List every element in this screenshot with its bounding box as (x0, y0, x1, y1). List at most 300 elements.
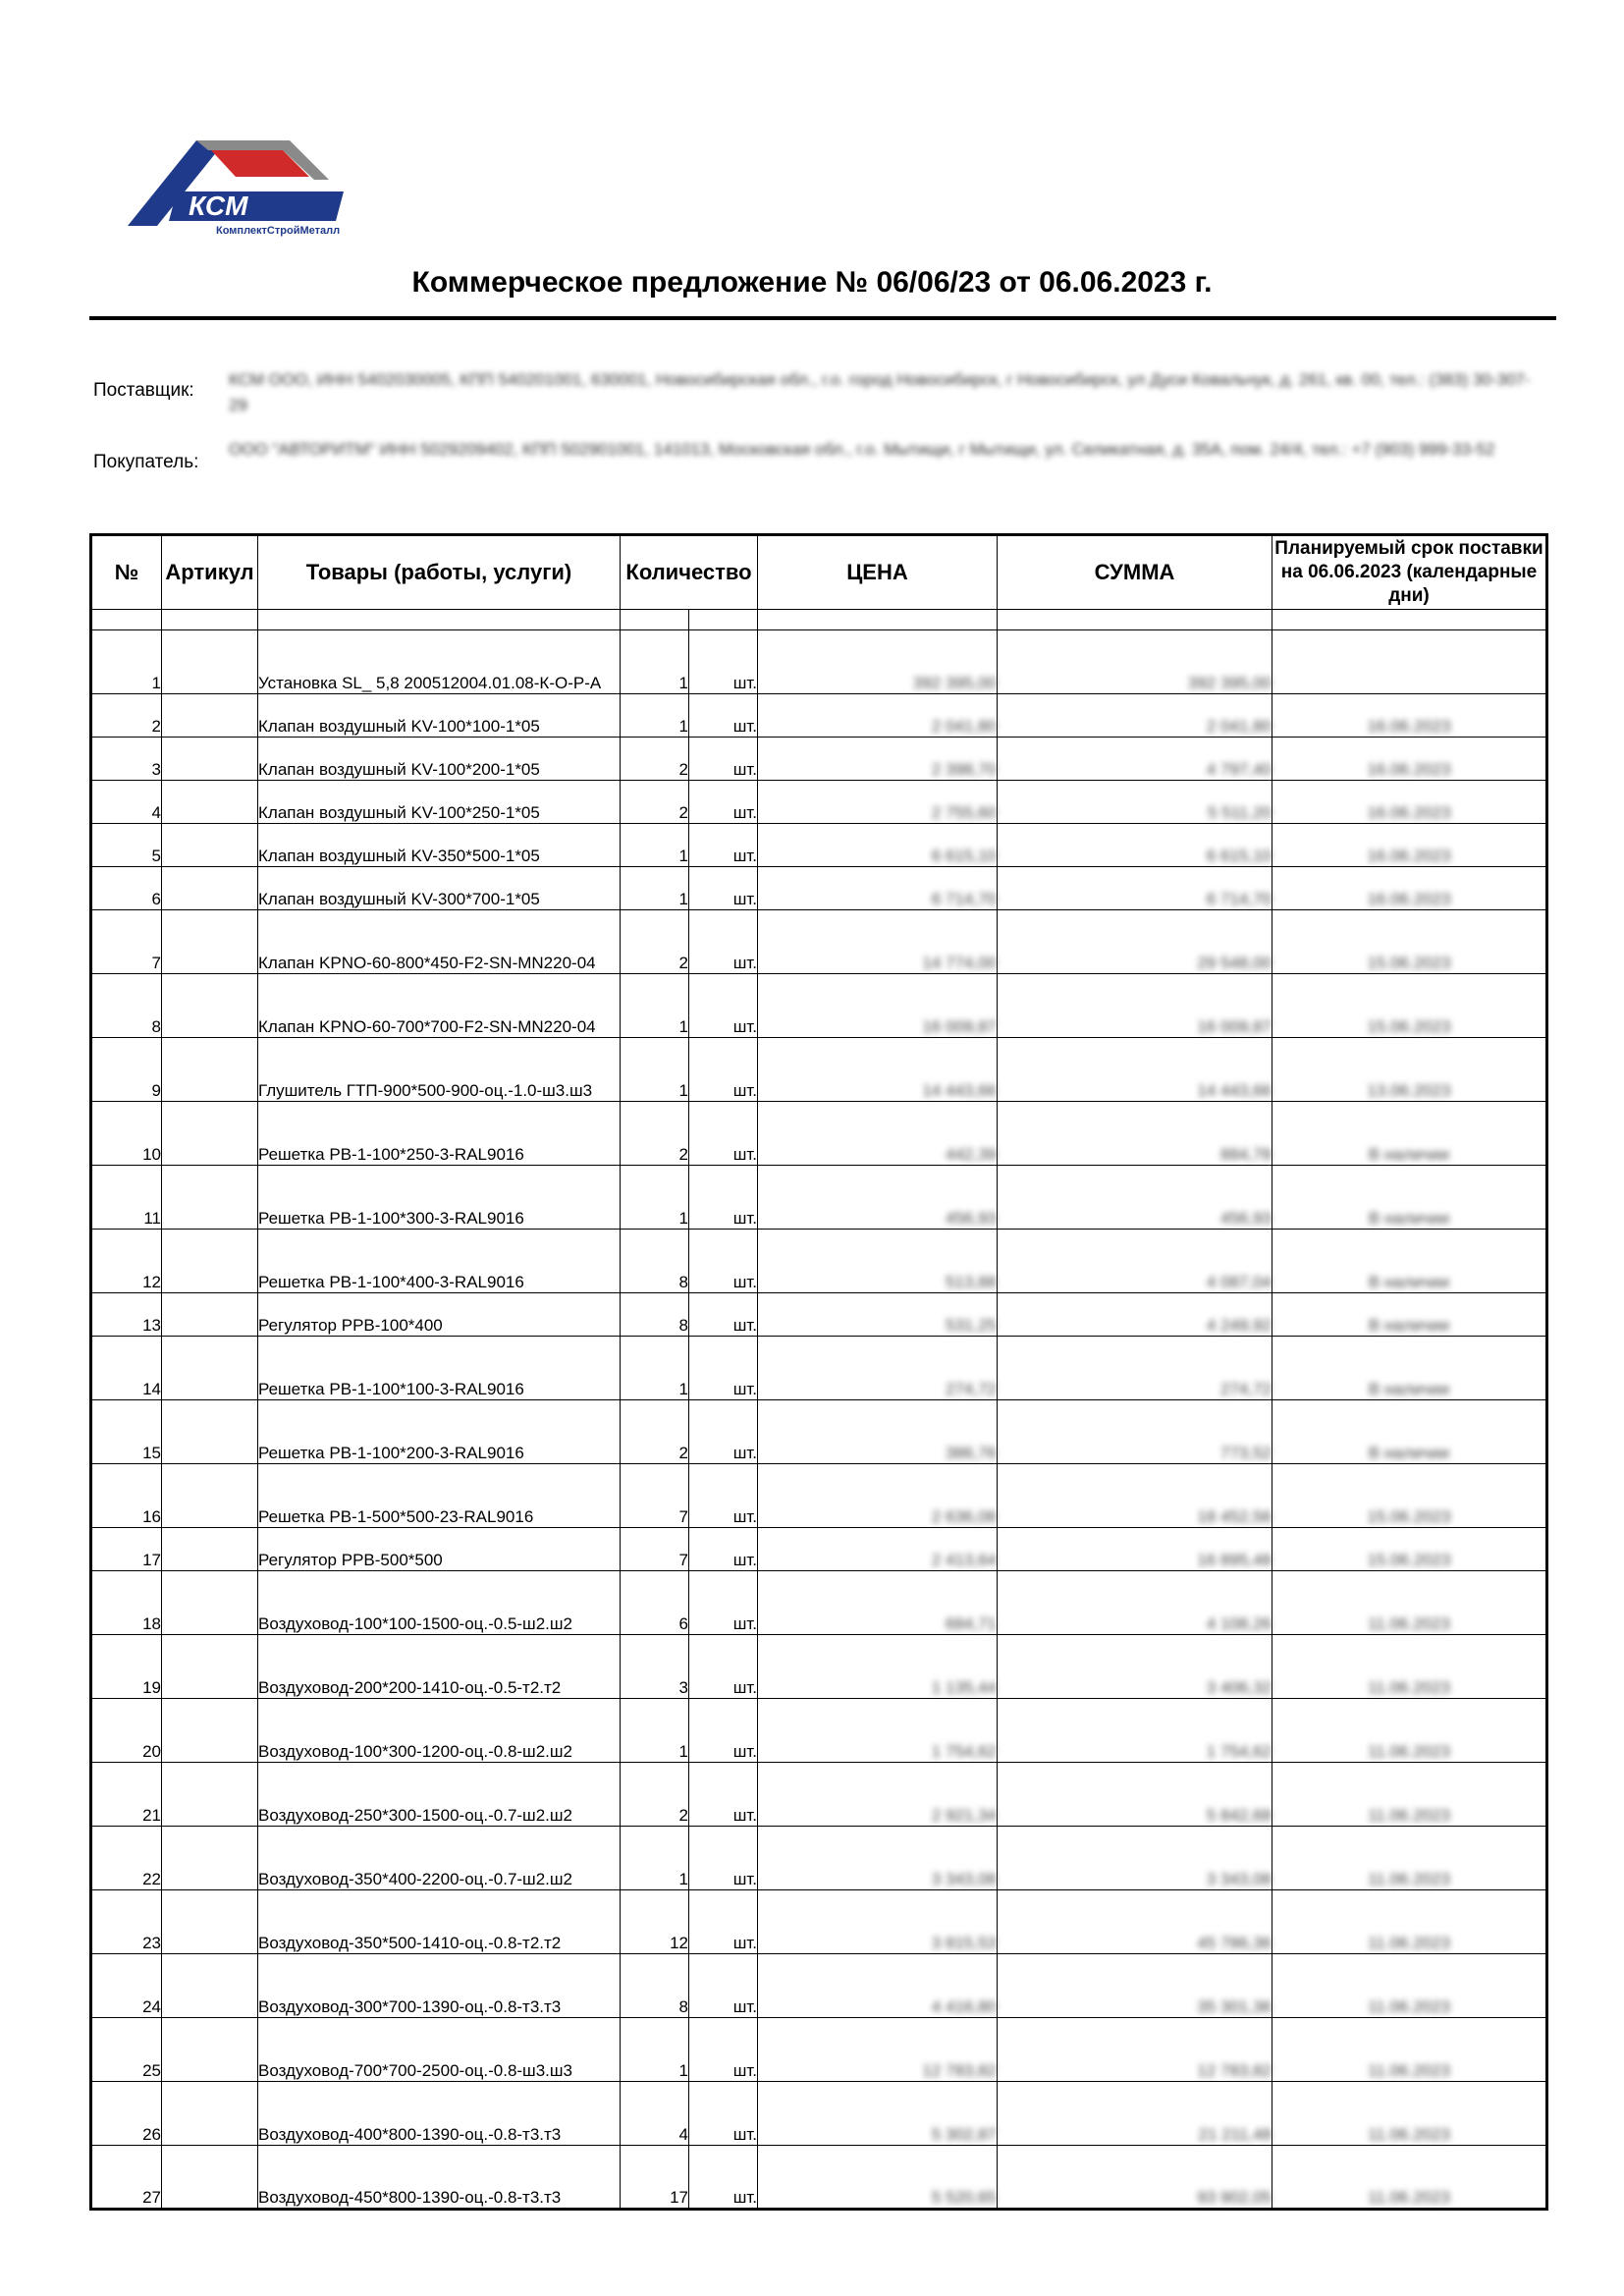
row-price (758, 630, 998, 694)
row-delivery-term (1272, 1464, 1547, 1528)
row-price-value: 6 615,10 (931, 847, 997, 865)
row-number: 26 (91, 2082, 162, 2146)
row-goods-name: Воздуховод-250*300-1500-оц.-0.7-ш2.ш2 (258, 1763, 621, 1827)
supplier-label: Поставщик: (93, 380, 194, 401)
row-price-value: 2 041,80 (931, 717, 997, 736)
row-number: 5 (91, 824, 162, 867)
row-price (758, 738, 998, 781)
row-price-value: 274,72 (946, 1380, 997, 1398)
row-sum-value: 4 108,26 (1206, 1614, 1272, 1633)
row-sum (998, 1528, 1272, 1571)
row-sum-value: 14 443,66 (1197, 1081, 1272, 1100)
table-row (91, 1337, 1547, 1400)
row-article (162, 1954, 258, 2018)
header-price: ЦЕНА (758, 535, 998, 610)
row-article (162, 910, 258, 974)
row-sum (998, 1464, 1272, 1528)
row-number: 20 (91, 1699, 162, 1763)
row-price-value: 392 395,00 (912, 674, 997, 692)
row-number: 27 (91, 2146, 162, 2210)
table-row (91, 1635, 1547, 1699)
row-number: 6 (91, 867, 162, 910)
row-article (162, 1038, 258, 1102)
row-unit: шт. (689, 2082, 758, 2146)
row-quantity: 1 (621, 867, 689, 910)
row-delivery-term-value: В наличии (1368, 1444, 1450, 1462)
row-price (758, 1102, 998, 1166)
row-sum-value: 274,72 (1220, 1380, 1272, 1398)
row-sum (998, 1400, 1272, 1464)
row-price (758, 2146, 998, 2210)
row-quantity: 8 (621, 1293, 689, 1337)
row-price (758, 1699, 998, 1763)
row-quantity: 6 (621, 1571, 689, 1635)
row-delivery-term (1272, 910, 1547, 974)
row-number: 7 (91, 910, 162, 974)
header-article: Артикул (162, 535, 258, 610)
row-unit: шт. (689, 1635, 758, 1699)
row-article (162, 1763, 258, 1827)
row-quantity: 2 (621, 910, 689, 974)
row-number: 24 (91, 1954, 162, 2018)
row-unit: шт. (689, 1166, 758, 1230)
row-delivery-term (1272, 1038, 1547, 1102)
row-sum (998, 1337, 1272, 1400)
row-goods-name: Решетка РВ-1-100*300-3-RAL9016 (258, 1166, 621, 1230)
row-goods-name: Воздуховод-100*300-1200-оц.-0.8-ш2.ш2 (258, 1699, 621, 1763)
row-price-value: 5 520,65 (931, 2188, 997, 2207)
row-sum-value: 4 087,04 (1206, 1273, 1272, 1291)
row-delivery-term (1272, 1699, 1547, 1763)
row-price (758, 1763, 998, 1827)
row-price-value: 5 302,87 (931, 2125, 997, 2144)
row-delivery-term-value: 16.06.2023 (1367, 890, 1451, 908)
row-number: 18 (91, 1571, 162, 1635)
row-article (162, 1230, 258, 1293)
row-goods-name: Воздуховод-350*400-2200-оц.-0.7-ш2.ш2 (258, 1827, 621, 1890)
row-unit: шт. (689, 1400, 758, 1464)
row-quantity: 1 (621, 974, 689, 1038)
row-delivery-term (1272, 2146, 1547, 2210)
row-sum-value: 884,78 (1220, 1145, 1272, 1164)
row-delivery-term-value: 11.06.2023 (1368, 1997, 1450, 2016)
row-price (758, 1166, 998, 1230)
table-body (91, 630, 1547, 2210)
table-row (91, 867, 1547, 910)
row-article (162, 1528, 258, 1571)
header-term: Планируемый срок поставки на 06.06.2023 (календарные дни) (1272, 535, 1547, 610)
row-sum-value: 6 615,10 (1206, 847, 1272, 865)
row-number: 2 (91, 694, 162, 738)
row-unit: шт. (689, 824, 758, 867)
table-row (91, 910, 1547, 974)
header-qty: Количество (621, 535, 758, 610)
row-delivery-term-value: 16.06.2023 (1367, 717, 1451, 736)
row-sum (998, 1102, 1272, 1166)
row-unit: шт. (689, 738, 758, 781)
row-delivery-term-value: 11.06.2023 (1368, 2125, 1450, 2144)
row-price-value: 1 135,44 (931, 1678, 997, 1697)
row-unit: шт. (689, 974, 758, 1038)
row-unit: шт. (689, 1571, 758, 1635)
row-unit: шт. (689, 694, 758, 738)
table-row (91, 1827, 1547, 1890)
row-delivery-term (1272, 1400, 1547, 1464)
row-quantity: 1 (621, 1166, 689, 1230)
row-quantity: 7 (621, 1528, 689, 1571)
row-article (162, 1571, 258, 1635)
row-price (758, 1890, 998, 1954)
row-price (758, 2018, 998, 2082)
row-delivery-term-value: 11.06.2023 (1368, 2188, 1450, 2207)
row-delivery-term-value: 11.06.2023 (1368, 1934, 1450, 1952)
row-delivery-term-value: 11.06.2023 (1368, 1678, 1450, 1697)
row-sum-value: 16 895,48 (1197, 1551, 1272, 1569)
row-delivery-term (1272, 738, 1547, 781)
row-price (758, 1400, 998, 1464)
table-row (91, 781, 1547, 824)
row-sum-value: 5 511,20 (1208, 803, 1272, 822)
table-row (91, 738, 1547, 781)
row-sum-value: 45 786,36 (1197, 1934, 1272, 1952)
row-sum-value: 4 249,92 (1206, 1316, 1272, 1335)
row-price-value: 3 343,08 (931, 1870, 997, 1888)
row-delivery-term (1272, 1890, 1547, 1954)
row-goods-name: Воздуховод-450*800-1390-оц.-0.8-т3.т3 (258, 2146, 621, 2210)
row-price-value: 12 783,82 (922, 2061, 997, 2080)
row-delivery-term (1272, 1763, 1547, 1827)
row-sum-value: 21 211,48 (1198, 2125, 1272, 2144)
row-sum-value: 1 754,62 (1206, 1742, 1272, 1761)
row-goods-name: Регулятор РРВ-500*500 (258, 1528, 621, 1571)
row-price-value: 386,76 (946, 1444, 997, 1462)
row-article (162, 1166, 258, 1230)
row-sum-value: 6 714,70 (1206, 890, 1272, 908)
row-price-value: 2 398,70 (931, 760, 997, 779)
row-unit: шт. (689, 1699, 758, 1763)
row-goods-name: Установка SL_ 5,8 200512004.01.08-К-О-Р-А (258, 630, 621, 694)
row-goods-name: Воздуховод-100*100-1500-оц.-0.5-ш2.ш2 (258, 1571, 621, 1635)
row-delivery-term (1272, 2018, 1547, 2082)
row-sum (998, 824, 1272, 867)
row-price-value: 2 921,34 (931, 1806, 997, 1825)
row-delivery-term-value: 11.06.2023 (1368, 1870, 1450, 1888)
row-delivery-term-value: 15.06.2023 (1367, 1507, 1451, 1526)
row-delivery-term (1272, 1827, 1547, 1890)
row-delivery-term-value: 15.06.2023 (1367, 1551, 1451, 1569)
title-divider (89, 316, 1556, 320)
row-sum (998, 867, 1272, 910)
header-goods: Товары (работы, услуги) (258, 535, 621, 610)
row-goods-name: Решетка РВ-1-500*500-23-RAL9016 (258, 1464, 621, 1528)
table-row (91, 1528, 1547, 1571)
row-price (758, 910, 998, 974)
row-article (162, 1890, 258, 1954)
document-title: Коммерческое предложение № 06/06/23 от 06.06.2023 г. (411, 266, 1213, 299)
row-unit: шт. (689, 1528, 758, 1571)
row-delivery-term (1272, 1528, 1547, 1571)
row-delivery-term-value: 15.06.2023 (1367, 954, 1451, 972)
row-price-value: 2 636,08 (931, 1507, 997, 1526)
row-delivery-term (1272, 1102, 1547, 1166)
row-price (758, 867, 998, 910)
row-price (758, 974, 998, 1038)
table-row (91, 630, 1547, 694)
row-price-value: 2 755,60 (931, 803, 997, 822)
table-row (91, 1699, 1547, 1763)
row-price (758, 2082, 998, 2146)
row-number: 1 (91, 630, 162, 694)
row-number: 14 (91, 1337, 162, 1400)
row-article (162, 630, 258, 694)
row-price-value: 531,25 (946, 1316, 997, 1335)
company-logo (118, 133, 353, 241)
row-sum (998, 1635, 1272, 1699)
row-sum (998, 1230, 1272, 1293)
row-price (758, 1337, 998, 1400)
row-quantity: 2 (621, 738, 689, 781)
row-delivery-term-value: 13.06.2023 (1367, 1081, 1451, 1100)
row-sum-value: 3 406,32 (1206, 1678, 1272, 1697)
row-article (162, 1699, 258, 1763)
table-row (91, 1464, 1547, 1528)
row-goods-name: Воздуховод-350*500-1410-оц.-0.8-т2.т2 (258, 1890, 621, 1954)
row-unit: шт. (689, 1954, 758, 2018)
row-sum (998, 1954, 1272, 2018)
row-delivery-term-value: 11.06.2023 (1368, 1742, 1450, 1761)
row-unit: шт. (689, 867, 758, 910)
row-delivery-term (1272, 2082, 1547, 2146)
row-quantity: 2 (621, 781, 689, 824)
row-sum (998, 1293, 1272, 1337)
row-article (162, 824, 258, 867)
row-sum (998, 974, 1272, 1038)
row-sum-value: 35 301,36 (1197, 1997, 1272, 2016)
row-quantity: 1 (621, 694, 689, 738)
row-goods-name: Решетка РВ-1-100*400-3-RAL9016 (258, 1230, 621, 1293)
table-row (91, 974, 1547, 1038)
row-price-value: 2 413,64 (931, 1551, 997, 1569)
row-quantity: 1 (621, 2018, 689, 2082)
row-price (758, 694, 998, 738)
buyer-label: Покупатель: (93, 452, 199, 472)
row-quantity: 1 (621, 824, 689, 867)
table-row (91, 2018, 1547, 2082)
row-sum (998, 1571, 1272, 1635)
row-number: 16 (91, 1464, 162, 1528)
row-number: 21 (91, 1763, 162, 1827)
row-sum (998, 1699, 1272, 1763)
row-sum (998, 2146, 1272, 2210)
row-sum-value: 4 797,40 (1206, 760, 1272, 779)
row-sum-value: 5 842,68 (1206, 1806, 1272, 1825)
row-goods-name: Клапан воздушный KV-100*100-1*05 (258, 694, 621, 738)
row-article (162, 1827, 258, 1890)
table-row (91, 2146, 1547, 2210)
table-row (91, 1400, 1547, 1464)
row-delivery-term-value: 11.06.2023 (1368, 2061, 1450, 2080)
row-quantity: 12 (621, 1890, 689, 1954)
row-sum-value: 18 452,56 (1197, 1507, 1272, 1526)
row-delivery-term (1272, 694, 1547, 738)
row-sum (998, 694, 1272, 738)
row-sum (998, 1763, 1272, 1827)
row-sum (998, 781, 1272, 824)
table-row (91, 824, 1547, 867)
row-delivery-term (1272, 1293, 1547, 1337)
row-price (758, 1827, 998, 1890)
row-unit: шт. (689, 1102, 758, 1166)
logo-text: КомплектСтройМеталл (216, 225, 341, 237)
row-article (162, 1400, 258, 1464)
table-row (91, 1293, 1547, 1337)
row-quantity: 1 (621, 1038, 689, 1102)
row-price (758, 1571, 998, 1635)
row-number: 13 (91, 1293, 162, 1337)
row-goods-name: Решетка РВ-1-100*100-3-RAL9016 (258, 1337, 621, 1400)
row-delivery-term-value: В наличии (1368, 1316, 1450, 1335)
row-sum-value: 456,93 (1220, 1209, 1272, 1228)
row-price-value: 14 774,00 (922, 954, 997, 972)
row-price-value: 6 714,70 (931, 890, 997, 908)
row-sum (998, 1166, 1272, 1230)
row-unit: шт. (689, 1827, 758, 1890)
row-number: 3 (91, 738, 162, 781)
row-sum-value: 93 902,05 (1197, 2188, 1272, 2207)
row-number: 8 (91, 974, 162, 1038)
row-quantity: 8 (621, 1954, 689, 2018)
row-sum-value: 773,52 (1220, 1444, 1272, 1462)
header-spacer-row (91, 610, 1547, 630)
row-delivery-term-value: В наличии (1368, 1209, 1450, 1228)
row-number: 15 (91, 1400, 162, 1464)
row-goods-name: Воздуховод-200*200-1410-оц.-0.5-т2.т2 (258, 1635, 621, 1699)
row-quantity: 1 (621, 1699, 689, 1763)
table-row (91, 1102, 1547, 1166)
row-unit: шт. (689, 1763, 758, 1827)
row-quantity: 8 (621, 1230, 689, 1293)
row-article (162, 1464, 258, 1528)
row-article (162, 1102, 258, 1166)
row-goods-name: Воздуховод-300*700-1390-оц.-0.8-т3.т3 (258, 1954, 621, 2018)
row-sum (998, 2082, 1272, 2146)
row-delivery-term (1272, 630, 1547, 694)
row-unit: шт. (689, 2018, 758, 2082)
table-header-row (91, 535, 1547, 610)
row-price-value: 684,71 (946, 1614, 997, 1633)
buyer-details: ООО "АВТОРИТМ" ИНН 5029209402, КПП 502901001, 141013, Московская обл., г.о. Мытищи, г Мытищи, ул. Селикатная, д. 35А, пом. 24/4, тел.: +7 (903) 999-33-52 (229, 440, 1495, 459)
row-price-value: 14 443,66 (922, 1081, 997, 1100)
row-delivery-term-value: 16.06.2023 (1367, 803, 1451, 822)
items-table (89, 533, 1548, 2211)
row-sum (998, 1890, 1272, 1954)
row-price-value: 16 009,87 (922, 1017, 997, 1036)
row-sum (998, 738, 1272, 781)
row-article (162, 1635, 258, 1699)
row-delivery-term (1272, 1337, 1547, 1400)
row-quantity: 1 (621, 1337, 689, 1400)
row-sum-value: 2 041,80 (1206, 717, 1272, 736)
row-delivery-term-value: 15.06.2023 (1367, 1017, 1451, 1036)
row-unit: шт. (689, 630, 758, 694)
row-delivery-term (1272, 824, 1547, 867)
table-row (91, 1890, 1547, 1954)
row-sum (998, 2018, 1272, 2082)
row-price-value: 513,88 (946, 1273, 997, 1291)
row-delivery-term-value: 11.06.2023 (1368, 1614, 1450, 1633)
row-article (162, 2146, 258, 2210)
row-price (758, 1038, 998, 1102)
header-sum: СУММА (998, 535, 1272, 610)
row-unit: шт. (689, 1464, 758, 1528)
row-sum (998, 910, 1272, 974)
supplier-details: КСМ ОOO, ИНН 5402030005, КПП 540201001, 630001, Новосибирская обл., г.о. город Новосибирск, г Новосибирск, ул Дуси Ковальчук, д. 261, кв. 00, тел.: (383) 30-307-29 (229, 370, 1531, 414)
table-row (91, 1763, 1547, 1827)
row-sum-value: 29 548,00 (1197, 954, 1272, 972)
row-unit: шт. (689, 910, 758, 974)
row-goods-name: Решетка РВ-1-100*200-3-RAL9016 (258, 1400, 621, 1464)
table-row (91, 1166, 1547, 1230)
row-unit: шт. (689, 1337, 758, 1400)
row-goods-name: Клапан воздушный KV-100*250-1*05 (258, 781, 621, 824)
row-sum-value: 3 343,08 (1206, 1870, 1272, 1888)
table-row (91, 2082, 1547, 2146)
row-delivery-term (1272, 974, 1547, 1038)
row-unit: шт. (689, 1230, 758, 1293)
header-no: № (91, 535, 162, 610)
row-price-value: 1 754,62 (931, 1742, 997, 1761)
row-quantity: 1 (621, 1827, 689, 1890)
table-row (91, 1954, 1547, 2018)
row-unit: шт. (689, 1890, 758, 1954)
row-quantity: 4 (621, 2082, 689, 2146)
row-price-value: 456,93 (946, 1209, 997, 1228)
row-article (162, 738, 258, 781)
row-number: 19 (91, 1635, 162, 1699)
row-delivery-term (1272, 1166, 1547, 1230)
row-delivery-term (1272, 1230, 1547, 1293)
row-quantity: 2 (621, 1102, 689, 1166)
row-goods-name: Регулятор РРВ-100*400 (258, 1293, 621, 1337)
row-article (162, 781, 258, 824)
row-number: 11 (91, 1166, 162, 1230)
row-unit: шт. (689, 1038, 758, 1102)
row-delivery-term (1272, 1571, 1547, 1635)
row-delivery-term-value: 16.06.2023 (1367, 760, 1451, 779)
row-delivery-term (1272, 1635, 1547, 1699)
row-number: 10 (91, 1102, 162, 1166)
row-goods-name: Глушитель ГТП-900*500-900-оц.-1.0-ш3.ш3 (258, 1038, 621, 1102)
row-article (162, 2018, 258, 2082)
row-article (162, 1337, 258, 1400)
row-number: 17 (91, 1528, 162, 1571)
table-row (91, 1571, 1547, 1635)
row-sum-value: 392 395,00 (1187, 674, 1272, 692)
row-price (758, 1464, 998, 1528)
row-number: 23 (91, 1890, 162, 1954)
row-sum-value: 16 009,87 (1197, 1017, 1272, 1036)
row-article (162, 2082, 258, 2146)
row-sum (998, 1038, 1272, 1102)
row-delivery-term-value: В наличии (1368, 1273, 1450, 1291)
row-quantity: 17 (621, 2146, 689, 2210)
row-price-value: 4 416,80 (931, 1997, 997, 2016)
row-goods-name: Воздуховод-400*800-1390-оц.-0.8-т3.т3 (258, 2082, 621, 2146)
row-goods-name: Клапан KPNO-60-800*450-F2-SN-MN220-04 (258, 910, 621, 974)
row-goods-name: Клапан воздушный KV-350*500-1*05 (258, 824, 621, 867)
row-delivery-term-value: В наличии (1368, 1380, 1450, 1398)
row-price (758, 824, 998, 867)
